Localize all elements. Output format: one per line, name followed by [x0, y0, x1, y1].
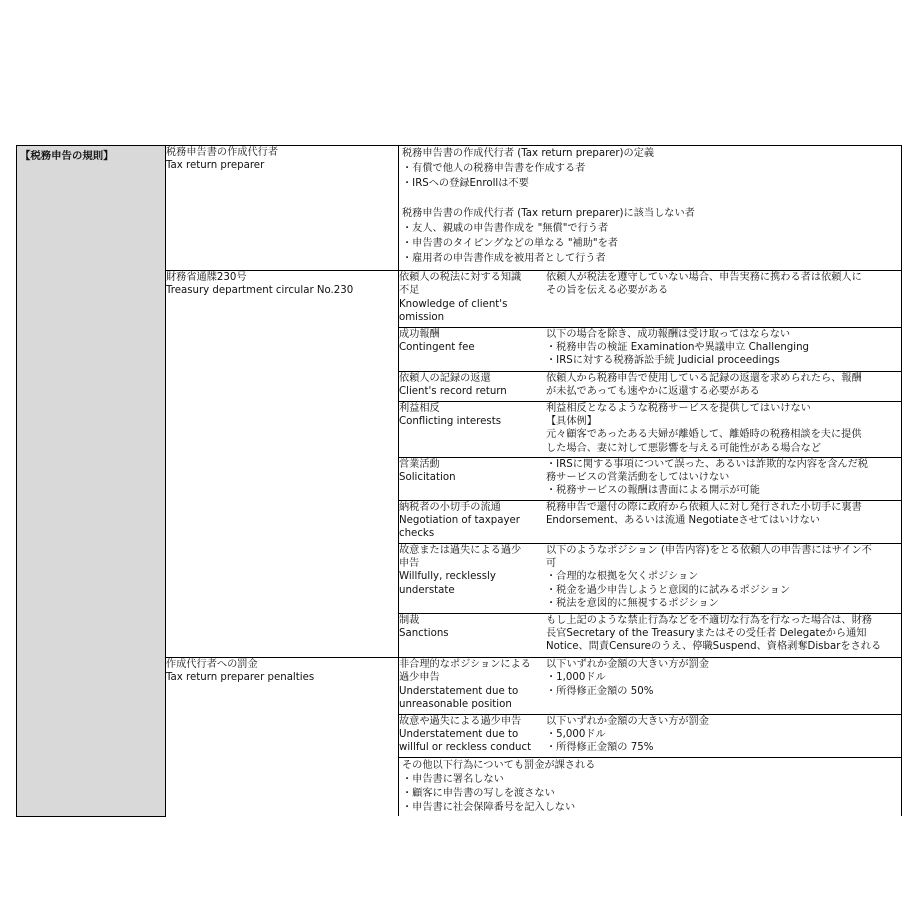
table-row [399, 613, 901, 657]
key-line: omission [399, 312, 445, 324]
value-line: ・所得修正金額の 75% [546, 742, 654, 754]
value-line: 依頼人から税務申告で使用している記録の返還を求められたら、報酬 [546, 372, 862, 384]
value-line: が未払であっても速やかに返還する必要がある [546, 385, 760, 397]
value-line: 以下いずれか金額の大きい方が罰金 [546, 659, 709, 670]
table-row [399, 401, 901, 457]
row-key [399, 457, 546, 500]
key-line: understate [399, 584, 455, 596]
key-line: Understatement due to [399, 728, 519, 740]
value-line: ・税務申告の検証 Examinationや異議申立 Challenging [546, 341, 810, 353]
definition-line: ・申告書のタイピングなどの単なる "補助"を者 [402, 238, 618, 249]
rules-sheet [16, 145, 902, 813]
definition-line: 税務申告書の作成代行者 (Tax return preparer)に該当しない者 [402, 208, 695, 219]
value-line: 元々顧客であったある夫婦が離婚して、離婚時の税務相談を夫に提供 [546, 429, 862, 441]
key-line: 依頼人の税法に対する知識 [399, 272, 522, 283]
table-row [399, 327, 901, 371]
value-line: 務サービスの営業活動をしてはいけない [546, 471, 730, 483]
key-line: 故意や過失による過少申告 [399, 715, 522, 727]
key-line: Contingent fee [399, 341, 475, 353]
topic-preparer-penalties [166, 658, 399, 817]
key-line: Negotiation of taxpayer [399, 514, 520, 526]
key-line: Client's record return [399, 385, 507, 397]
row-value [546, 371, 901, 401]
key-line: Understatement due to [399, 685, 519, 697]
key-line: Knowledge of client's [399, 298, 508, 310]
key-line: 不足 [399, 285, 420, 297]
category-label: 【税務申告の規則】 [20, 150, 114, 162]
value-line: ・IRSに対する税務訴訟手続 Judicial proceedings [546, 355, 780, 367]
footer-line: その他以下行為についても罰金が課される [402, 759, 596, 771]
topic-tax-return-preparer [166, 146, 399, 271]
definition-line: ・友人、親戚の申告書作成を "無償"で行う者 [402, 223, 609, 234]
topic-circular-230 [166, 271, 399, 658]
row-value [546, 327, 901, 371]
penalties-table [399, 658, 901, 815]
row-key [399, 500, 546, 543]
value-line: もし上記のような禁止行為などを不適切な行為を行なった場合は、財務 [546, 614, 872, 626]
key-line: 申告 [399, 557, 420, 569]
row-value [546, 500, 901, 543]
topic-ja: 税務申告書の作成代行者 [166, 147, 279, 158]
definition-line: ・IRSへの登録Enrollは不要 [402, 178, 529, 189]
value-line: した場合、妻に対して悪影響を与える可能性がある場合など [546, 442, 822, 454]
row-key [399, 613, 546, 657]
key-line: Willfully, recklessly [399, 571, 496, 583]
key-line: Conflicting interests [399, 415, 502, 427]
key-line: 過少申告 [399, 672, 440, 684]
value-line: 長官Secretary of the Treasuryまたはその受任者 Delegateから通知 [546, 627, 867, 639]
value-line: 以下のようなポジション (申告内容)をとる依頼人の申告書にはサイン不 [546, 544, 872, 556]
table-row [399, 757, 901, 815]
value-line: その旨を伝える必要がある [546, 285, 669, 297]
table-row [399, 543, 901, 613]
key-line: checks [399, 528, 435, 540]
footer-line: ・顧客に申告書の写しを渡さない [402, 787, 555, 799]
topic-en: Tax return preparer [166, 160, 265, 172]
definition-spacer [402, 192, 898, 207]
key-line: 納税者の小切手の流通 [399, 501, 501, 513]
key-line: 営業活動 [399, 458, 440, 470]
footer-line: ・申告書に社会保障番号を記入しない [402, 801, 576, 813]
row-key [399, 714, 546, 757]
row-value [546, 401, 901, 457]
row-key [399, 543, 546, 613]
value-line: ・1,000ドル [546, 672, 606, 684]
topic-en: Tax return preparer penalties [166, 672, 315, 684]
table-row [399, 371, 901, 401]
key-line: unreasonable position [399, 699, 512, 711]
key-line: willful or reckless conduct [399, 742, 532, 754]
value-line: ・5,000ドル [546, 728, 606, 740]
key-line: 利益相反 [399, 402, 440, 414]
table-row [399, 457, 901, 500]
row-key [399, 327, 546, 371]
row-value [546, 613, 901, 657]
value-line: Endorsement、あるいは流通 Negotiateさせてはいけない [546, 514, 820, 526]
value-line: ・IRSに関する事項について誤った、あるいは詐欺的な内容を含んだ税 [546, 458, 868, 470]
table-row [399, 658, 901, 714]
topic-en: Treasury department circular No.230 [166, 285, 354, 297]
value-line: ・税金を過少申告しようと意図的に試みるポジション [546, 584, 791, 596]
key-line: Sanctions [399, 627, 449, 639]
key-line: 故意または過失による過少 [399, 544, 522, 556]
table-row [399, 500, 901, 543]
value-line: 依頼人が税法を遵守していない場合、申告実務に携わる者は依頼人に [546, 272, 862, 283]
table-row [399, 714, 901, 757]
value-line: 可 [546, 557, 557, 569]
row-key [399, 658, 546, 714]
penalties-footer [399, 757, 901, 815]
value-line: 税務申告で還付の際に政府から依頼人に対し発行された小切手に裏書 [546, 501, 862, 513]
topic-ja: 財務省通牒230号 [166, 272, 247, 283]
key-line: Solicitation [399, 471, 456, 483]
value-line: 利益相反となるような税務サービスを提供してはいけない [546, 402, 811, 414]
row-value [546, 457, 901, 500]
rules-table [16, 145, 902, 817]
value-line: ・税法を意図的に無視するポジション [546, 598, 719, 610]
circular-230-cell [399, 271, 902, 658]
row-key [399, 271, 546, 327]
footer-line: ・申告書に署名しない [402, 773, 504, 785]
topic-ja: 作成代行者への罰金 [166, 659, 258, 670]
value-line: Notice、問責Censureのうえ、停職Suspend、資格剥奪Disbarをされる [546, 641, 882, 653]
value-line: 以下の場合を除き、成功報酬は受け取ってはならない [546, 328, 791, 340]
key-line: 依頼人の記録の返還 [399, 372, 491, 384]
definition-line: 税務申告書の作成代行者 (Tax return preparer)の定義 [402, 148, 655, 159]
table-row [399, 271, 901, 327]
key-line: 制裁 [399, 614, 420, 626]
key-line: 非合理的なポジションによる [399, 659, 531, 670]
circular-230-table [399, 271, 901, 657]
definition-line: ・有償で他人の税務申告書を作成する者 [402, 163, 586, 174]
row-value [546, 271, 901, 327]
value-line: 【具体例】 [546, 415, 597, 427]
row-value [546, 714, 901, 757]
row-value [546, 658, 901, 714]
row-key [399, 401, 546, 457]
key-line: 成功報酬 [399, 328, 440, 340]
penalties-cell [399, 658, 902, 817]
category-cell [17, 146, 166, 817]
definition-line: ・雇用者の申告書作成を被用者として行う者 [402, 253, 606, 264]
value-line: ・所得修正金額の 50% [546, 685, 654, 697]
value-line: 以下いずれか金額の大きい方が罰金 [546, 715, 709, 727]
row-value [546, 543, 901, 613]
preparer-definition-cell [399, 146, 902, 271]
value-line: ・合理的な根拠を欠くポジション [546, 571, 699, 583]
value-line: ・税務サービスの報酬は書面による開示が可能 [546, 485, 760, 497]
row-key [399, 371, 546, 401]
